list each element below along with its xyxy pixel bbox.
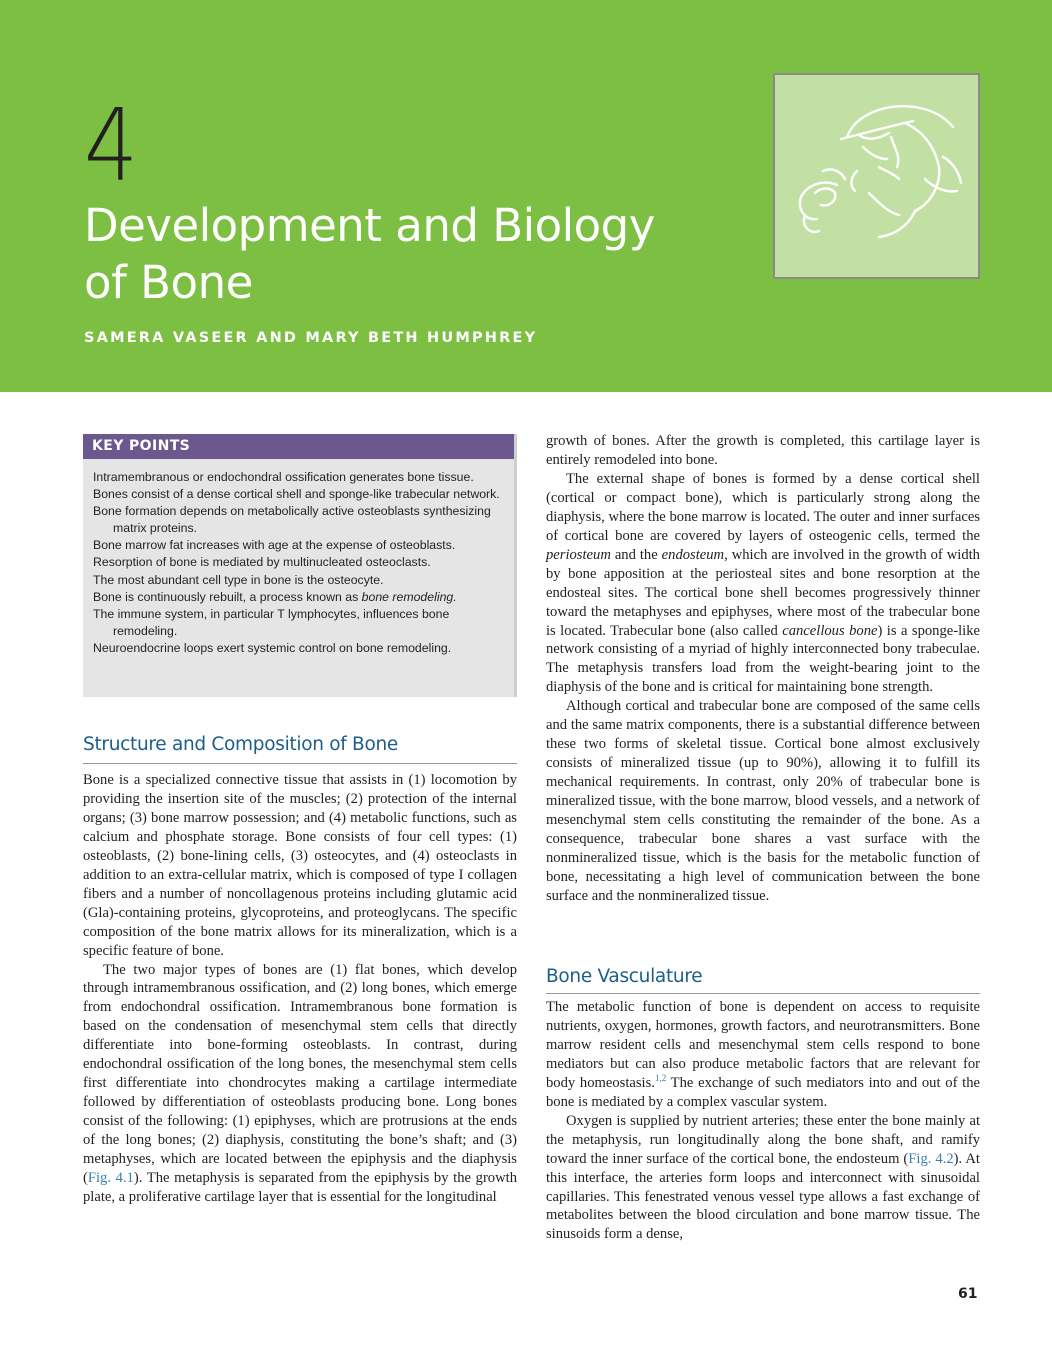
section-rule xyxy=(83,763,517,764)
paragraph xyxy=(546,470,980,697)
key-point-emphasis: bone remodeling. xyxy=(361,589,457,604)
key-points-box xyxy=(83,434,517,697)
text-run: ). At this interface, the arteries form loops and interconnect with sinusoidal capillaries. This fenestrated venous vessel type allows a fast exchange of metabolites between the blood circulation and bone marrow tissue. The sinusoids form a dense, xyxy=(546,1150,980,1243)
paragraph: Although cortical and trabecular bone are composed of the same cells and the same matrix components, there is a substantial difference between these two forms of skeletal tissue. Cortical bone almost exclusively consists of mineralized tissue (up to 90%), allowing it to fulfill its mechanical requirements. In contrast, only 20% of trabecular bone is mineralized tissue, with the bone marrow, blood vessels, and a network of mesenchymal stem cells constituting the remainder of the bone. As a consequence, trabecular bone shares a vast surface with the nonmineralized tissue, which is the basis for the metabolic function of bone, necessitating a high level of communication between the bone surface and the nonmineralized tissue. xyxy=(546,698,980,904)
section-heading-vasculature: Bone Vasculature xyxy=(546,966,703,987)
chapter-authors: SAMERA VASEER AND MARY BETH HUMPHREY xyxy=(84,330,538,346)
key-points-heading: KEY POINTS xyxy=(83,434,514,459)
text-run: The metabolic function of bone is dependent on access to requisite nutrients, oxygen, hormones, growth factors, and neurotransmitters. Bone marrow resident cells and mesenchymal stem cells respond to bone mediators but can also produce metabolic factors that are relevant for body homeostasis. xyxy=(546,999,980,1091)
key-point-item: Bone formation depends on metabolically active osteoblasts synthesizing matrix proteins. xyxy=(93,504,491,536)
chapter-title-line1: Development and Biology xyxy=(84,199,655,252)
figure-link[interactable]: Fig. 4.1 xyxy=(87,1170,134,1187)
key-point-item xyxy=(93,589,500,606)
section-rule xyxy=(546,993,980,994)
text-run: which are involved in the growth of width by bone apposition at the periosteal sites and bone resorption at the endosteal sites. The cortical bone shell becomes progressively thinner toward the metaphyses and epiphyses, where most of the trabecular bone is located. Trabecular bone (also called xyxy=(546,546,980,639)
section-heading-structure: Structure and Composition of Bone xyxy=(83,734,398,755)
text-run: ). The metaphysis is separated from the epiphysis by the growth plate, a proliferative cartilage layer that is essential for the longitudinal xyxy=(83,1170,517,1205)
key-point-item: Bone marrow fat increases with age at the expense of osteoblasts. xyxy=(93,538,456,553)
paragraph xyxy=(546,998,980,1112)
text-run: and the xyxy=(610,546,662,563)
paragraph: Bone is a specialized connective tissue that assists in (1) locomotion by providing the insertion site of the muscles; (2) protection of the internal organs; (3) bone marrow possession; and (4) metabolic functions, such as calcium and phosphate storage. Bone consists of four cell types: (1) osteoblasts, (2) bone-lining cells, (3) osteocytes, and (4) osteoclasts in addition to an extra-cellular matrix, which is composed of type I collagen fibers and a number of noncollagenous proteins including glutamic acid (Gla)-containing proteins, glycoproteins, and proteoglycans. The specific composition of the bone matrix allows for its mineralization, which is a specific feature of bone. xyxy=(83,772,517,959)
text-run: The external shape of bones is formed by a dense cortical shell (cortical or compact bone), which is particularly strong along the diaphysis, where the bone marrow is located. The outer and inner surfaces of cortical bone are covered by layers of osteogenic cells, termed the xyxy=(546,470,980,544)
citation-link[interactable]: 1,2 xyxy=(654,1072,667,1083)
right-column-bottom xyxy=(546,998,980,1244)
sketch-drawing xyxy=(775,75,978,277)
key-point-item: Neuroendocrine loops exert systemic control on bone remodeling. xyxy=(93,640,452,655)
chapter-title-line2: of Bone xyxy=(84,256,253,309)
figure-link[interactable]: Fig. 4.2 xyxy=(908,1150,954,1167)
paragraph: growth of bones. After the growth is completed, this cartilage layer is entirely remodeled into bone. xyxy=(546,433,980,468)
emphasis: endosteum, xyxy=(661,546,728,563)
key-point-item: Bones consist of a dense cortical shell and sponge-like trabecular network. xyxy=(93,487,500,502)
left-column xyxy=(83,771,517,1207)
text-run: Oxygen is supplied by nutrient arteries; these enter the bone mainly at the metaphysis, run longitudinally along the bone shaft, and ramify toward the inner surface of the cortical bone, the endosteum ( xyxy=(546,1112,980,1167)
text-run: ) is a sponge-like network consisting of a myriad of highly interconnected bony trabeculae. The metaphysis transfers load from the weight-bearing joint to the diaphysis of the bone and is critical for maintaining bone strength. xyxy=(546,622,980,696)
key-point-item: The most abundant cell type in bone is the osteocyte. xyxy=(93,572,384,587)
key-point-text: Bone is continuously rebuilt, a process known as xyxy=(93,589,359,604)
page-number: 61 xyxy=(958,1286,978,1302)
bone-sketch-illustration xyxy=(773,73,980,279)
paragraph xyxy=(546,1112,980,1245)
emphasis: periosteum xyxy=(546,546,611,563)
right-column-top xyxy=(546,432,980,906)
chapter-number: 4 xyxy=(84,87,139,204)
key-point-item: The immune system, in particular T lymphocytes, influences bone remodeling. xyxy=(93,606,450,638)
text-run: The exchange of such mediators into and out of the bone is mediated by a complex vascular system. xyxy=(546,1074,980,1110)
paragraph xyxy=(83,961,517,1207)
chapter-title xyxy=(84,197,744,311)
key-points-list xyxy=(83,459,514,657)
key-point-item: Resorption of bone is mediated by multinucleated osteoclasts. xyxy=(93,555,431,570)
emphasis: cancellous bone xyxy=(782,622,878,639)
key-point-item: Intramembranous or endochondral ossification generates bone tissue. xyxy=(93,470,474,484)
chapter-header xyxy=(0,0,1052,392)
text-run: The two major types of bones are (1) flat bones, which develop through intramembranous ossification, and (2) long bones, which emerge from endochondral ossification. Intramembranous bone formation is based on the condensation of mesenchymal stem cells that directly differentiate into bone-forming osteoblasts. In contrast, during endochondral ossification of the long bones, the mesenchymal stem cells first differentiate into chondrocytes making a cartilage intermediate followed by differentiation of osteoblasts producing bone. Long bones consist of the following: (1) epiphyses, which are protrusions at the ends of the long bones; (2) diaphysis, constituting the bone’s shaft; and (3) metaphyses, which are located between the epiphysis and the diaphysis ( xyxy=(83,961,517,1187)
